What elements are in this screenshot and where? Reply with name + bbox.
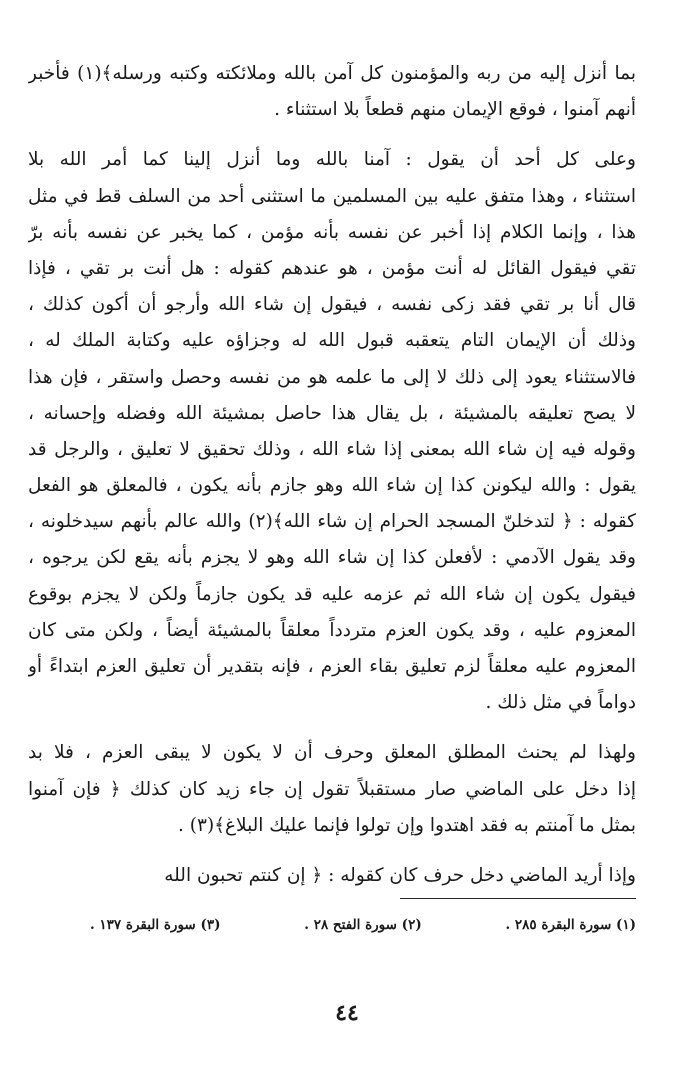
text-line: يقول : والله ليكونن كذا إن شاء الله وهو جازم بأنه يكون ، فالمعلق هو الفعل — [28, 475, 636, 497]
text-line: استثناء ، وهذا متفق عليه بين المسلمين ما استثنى أحد من السلف قط في مثل — [28, 185, 636, 207]
text-line: المعزوم عليه ، وقد يكون العزم متردداً معلقاً بالمشيئة أيضاً ، ولكن متى كان — [28, 619, 636, 641]
paragraph — [28, 142, 636, 721]
footnote-item: (٢) سورة الفتح ٢٨ . — [304, 917, 422, 933]
text-line: ولهذا لم يحنث المطلق المعلق وحرف أن لا يكون لا يبقى العزم ، فلا بد — [28, 742, 636, 764]
text-line: فيقول يكون إن شاء الله ثم عزمه عليه قد يكون جازماً ولكن لا يجزم بوقوع — [28, 583, 636, 605]
paragraph — [28, 858, 636, 894]
text-line: فالاستثناء يعود إلى ذلك لا إلى ما علمه هو من نفسه وحصل واستقر ، فإن هذا — [28, 366, 636, 388]
text-line: بمثل ما آمنتم به فقد اهتدوا وإن تولوا فإنما عليك البلاغ﴾(٣) . — [178, 814, 636, 836]
paragraph-gap — [28, 721, 636, 735]
paragraph-gap — [28, 844, 636, 858]
paragraph-gap — [28, 128, 636, 142]
text-line: دواماً في مثل ذلك . — [485, 692, 636, 714]
text-line: إذا دخل على الماضي صار مستقبلاً تقول إن جاء زيد كان كذلك ﴿ فإن آمنوا — [28, 778, 636, 800]
text-line: بما أنزل إليه من ربه والمؤمنون كل آمن بالله وملائكته وكتبه ورسله﴾(١) فأخبر — [28, 63, 636, 84]
main-text — [28, 56, 636, 894]
text-line: وقد يقول الآدمي : لأفعلن كذا إن شاء الله وهو لا يجزم بأنه يقع لكن يرجوه ، — [28, 547, 636, 569]
page-number: ٤٤ — [335, 1000, 359, 1026]
footnotes — [90, 912, 636, 938]
text-line: لا يصح تعليقه بالمشيئة ، بل يقال هذا حاصل بمشيئة الله وفضله وإحسانه ، — [28, 402, 636, 424]
text-line: وإذا أريد الماضي دخل حرف كان كقوله : ﴿ إن كنتم تحبون الله — [164, 864, 636, 886]
footnote-separator — [400, 898, 636, 899]
text-line: هذا ، وإنما الكلام إذا أخبر عن نفسه بأنه مؤمن ، كما يخبر عن نفسه بأنه برّ — [28, 221, 636, 243]
text-line: وقوله فيه إن شاء الله بمعنى إذا شاء الله ، وذلك تحقيق لا تعليق ، والرجل قد — [28, 438, 636, 460]
footnote-item: (٣) سورة البقرة ١٣٧ . — [90, 917, 221, 933]
paragraph — [28, 735, 636, 844]
text-line: أنهم آمنوا ، فوقع الإيمان منهم قطعاً بلا استثناء . — [274, 99, 636, 121]
text-line: قال أنا بر تقي فقد زكى نفسه ، فيقول إن شاء الله وأرجو أن أكون كذلك ، — [28, 294, 636, 316]
text-line: وعلى كل أحد أن يقول : آمنا بالله وما أنزل إلينا كما أمر الله بلا — [28, 149, 636, 171]
text-line: وذلك أن الإيمان التام يتعقبه قبول الله له وجزاؤه عليه وكتابة الملك له ، — [28, 330, 636, 352]
text-line: المعزوم عليه معلقاً لزم تعليق بقاء العزم ، فإنه بتقدير أن تعليق العزم ابتداءً أو — [28, 656, 636, 677]
text-line: تقي فيقول القائل له أنت مؤمن ، هو عندهم كقوله : هل أنت بر تقي ، فإذا — [28, 257, 636, 279]
paragraph — [28, 56, 636, 128]
footnote-item: (١) سورة البقرة ٢٨٥ . — [505, 917, 636, 933]
text-line: كقوله : ﴿ لتدخلنّ المسجد الحرام إن شاء الله﴾(٢) والله عالم بأنهم سيدخلونه ، — [28, 511, 636, 533]
